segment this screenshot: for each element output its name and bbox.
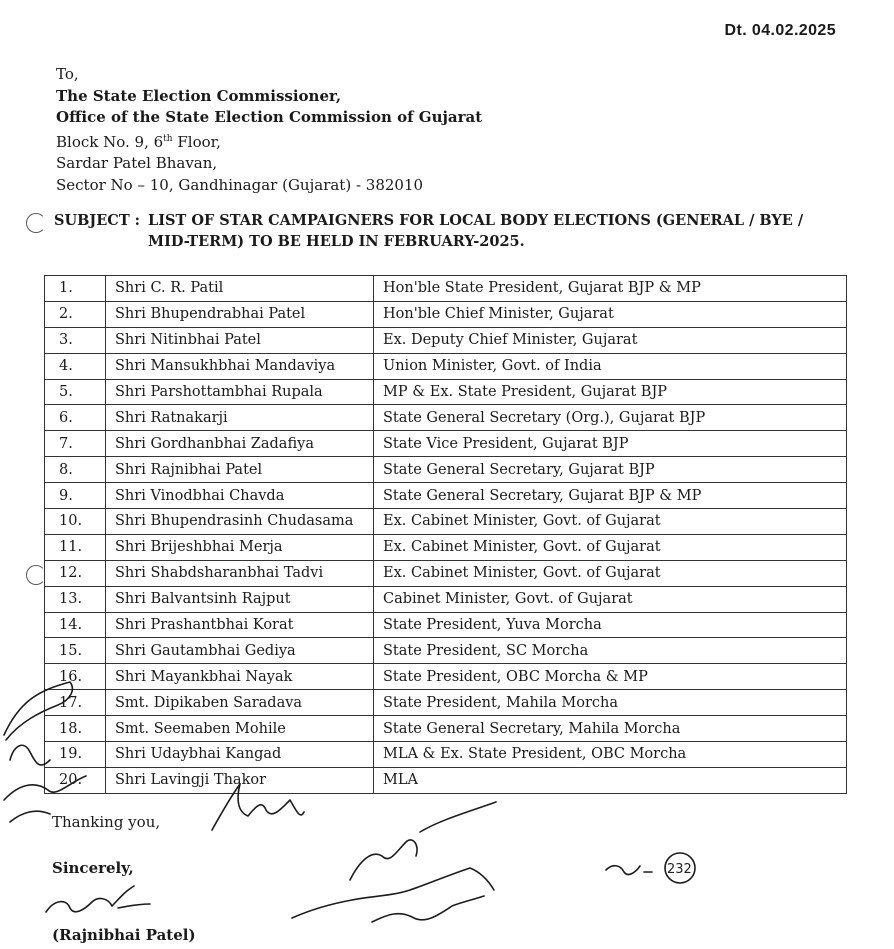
campaigner-designation: State President, SC Morcha: [374, 638, 847, 664]
table-row: [45, 457, 847, 483]
campaigner-number: 17.: [45, 690, 106, 716]
table-row: [45, 431, 847, 457]
signature-scribble: [350, 840, 417, 880]
campaigner-number: 3.: [45, 327, 106, 353]
campaigner-number: 11.: [45, 534, 106, 560]
address-sector: Sector No – 10, Gandhinagar (Gujarat) - 382010: [56, 175, 424, 194]
campaigner-name: Shri Mansukhbhai Mandaviya: [106, 353, 374, 379]
campaigner-number: 6.: [45, 405, 106, 431]
campaigner-number: 7.: [45, 431, 106, 457]
subject-label: SUBJECT :: [54, 212, 141, 229]
table-row: [45, 327, 847, 353]
address-to: To,: [56, 65, 79, 83]
closing-sincerely: Sincerely,: [52, 859, 134, 877]
campaigner-number: 5.: [45, 379, 106, 405]
table-row: [45, 353, 847, 379]
campaigner-name: Shri Gordhanbhai Zadafiya: [106, 431, 374, 457]
campaigner-number: 10.: [45, 509, 106, 535]
star-campaigners-table: [44, 275, 847, 794]
campaigner-name: Shri Gautambhai Gediya: [106, 638, 374, 664]
campaigner-number: 9.: [45, 483, 106, 509]
campaigner-designation: State Vice President, Gujarat BJP: [374, 431, 847, 457]
campaigner-designation: State President, Yuva Morcha: [374, 612, 847, 638]
table-row: [45, 690, 847, 716]
campaigner-number: 8.: [45, 457, 106, 483]
campaigner-name: Shri Brijeshbhai Merja: [106, 534, 374, 560]
campaigner-name: Shri Shabdsharanbhai Tadvi: [106, 560, 374, 586]
table-row: [45, 664, 847, 690]
table-row: [45, 405, 847, 431]
signer-name: (Rajnibhai Patel): [52, 926, 196, 944]
campaigner-designation: State General Secretary, Gujarat BJP & MP: [374, 483, 847, 509]
table-row: [45, 560, 847, 586]
campaigner-name: Shri C. R. Patil: [106, 276, 374, 302]
campaigner-number: 4.: [45, 353, 106, 379]
address-recipient-title: The State Election Commissioner,: [56, 86, 342, 105]
table-row: [45, 509, 847, 535]
stamp-scribble: [606, 866, 652, 875]
campaigner-designation: Ex. Deputy Chief Minister, Gujarat: [374, 327, 847, 353]
campaigner-designation: State General Secretary, Gujarat BJP: [374, 457, 847, 483]
punch-hole-mark: [26, 213, 46, 233]
campaigner-designation: MLA: [374, 767, 847, 793]
table-row: [45, 534, 847, 560]
campaigner-name: Shri Prashantbhai Korat: [106, 612, 374, 638]
table-row: [45, 612, 847, 638]
campaigner-designation: State General Secretary, Mahila Morcha: [374, 716, 847, 742]
signature-scribble: [420, 802, 496, 832]
address-building: Sardar Patel Bhavan,: [56, 154, 218, 172]
recipient-address: [56, 64, 482, 196]
table-row: [45, 586, 847, 612]
campaigner-designation: MLA & Ex. State President, OBC Morcha: [374, 742, 847, 768]
campaigner-number: 13.: [45, 586, 106, 612]
campaigner-name: Smt. Dipikaben Saradava: [106, 690, 374, 716]
campaigner-number: 12.: [45, 560, 106, 586]
campaigner-designation: MP & Ex. State President, Gujarat BJP: [374, 379, 847, 405]
stamp-number: 232: [667, 862, 692, 877]
campaigner-number: 20.: [45, 767, 106, 793]
campaigner-name: Shri Rajnibhai Patel: [106, 457, 374, 483]
campaigner-number: 15.: [45, 638, 106, 664]
table-row: [45, 483, 847, 509]
table-row: [45, 767, 847, 793]
campaigner-designation: Ex. Cabinet Minister, Govt. of Gujarat: [374, 534, 847, 560]
campaigner-designation: Union Minister, Govt. of India: [374, 353, 847, 379]
address-block: Block No. 9, 6th Floor,: [56, 132, 221, 151]
campaigner-name: Shri Bhupendrasinh Chudasama: [106, 509, 374, 535]
campaigner-designation: Hon'ble Chief Minister, Gujarat: [374, 301, 847, 327]
table-row: [45, 379, 847, 405]
campaigner-name: Shri Mayankbhai Nayak: [106, 664, 374, 690]
stamp-number-circle: [665, 853, 695, 883]
campaigner-designation: State President, OBC Morcha & MP: [374, 664, 847, 690]
letter-date: Dt. 04.02.2025: [724, 22, 836, 39]
signature-scribble: [292, 868, 494, 918]
letter-subject: [54, 210, 844, 252]
campaigner-name: Shri Vinodbhai Chavda: [106, 483, 374, 509]
campaigner-designation: Hon'ble State President, Gujarat BJP & MP: [374, 276, 847, 302]
campaigner-name: Shri Udaybhai Kangad: [106, 742, 374, 768]
table-row: [45, 742, 847, 768]
address-office: Office of the State Election Commission of Gujarat: [56, 108, 483, 126]
closing-thanks: Thanking you,: [52, 813, 161, 831]
campaigner-number: 18.: [45, 716, 106, 742]
campaigner-name: Shri Ratnakarji: [106, 405, 374, 431]
signer-signature: [46, 886, 150, 912]
punch-hole-mark: [26, 565, 46, 585]
campaigner-designation: State President, Mahila Morcha: [374, 690, 847, 716]
signature-scribble: [372, 896, 484, 922]
campaigner-name: Smt. Seemaben Mohile: [106, 716, 374, 742]
table-row: [45, 638, 847, 664]
campaigner-number: 14.: [45, 612, 106, 638]
table-row: [45, 301, 847, 327]
campaigner-name: Shri Bhupendrabhai Patel: [106, 301, 374, 327]
campaigner-number: 1.: [45, 276, 106, 302]
margin-scribble: [10, 811, 50, 822]
campaigner-number: 2.: [45, 301, 106, 327]
table-row: [45, 276, 847, 302]
campaigner-number: 16.: [45, 664, 106, 690]
campaigner-designation: Ex. Cabinet Minister, Govt. of Gujarat: [374, 509, 847, 535]
campaigner-designation: State General Secretary (Org.), Gujarat BJP: [374, 405, 847, 431]
campaigner-designation: Cabinet Minister, Govt. of Gujarat: [374, 586, 847, 612]
campaigner-name: Shri Nitinbhai Patel: [106, 327, 374, 353]
campaigner-designation: Ex. Cabinet Minister, Govt. of Gujarat: [374, 560, 847, 586]
subject-text: LIST OF STAR CAMPAIGNERS FOR LOCAL BODY ELECTIONS (GENERAL / BYE / MID-TERM) TO BE HELD IN FEBRUARY-2025.: [148, 212, 804, 250]
campaigner-name: Shri Balvantsinh Rajput: [106, 586, 374, 612]
campaigner-name: Shri Lavingji Thakor: [106, 767, 374, 793]
campaigner-number: 19.: [45, 742, 106, 768]
table-row: [45, 716, 847, 742]
campaigner-name: Shri Parshottambhai Rupala: [106, 379, 374, 405]
